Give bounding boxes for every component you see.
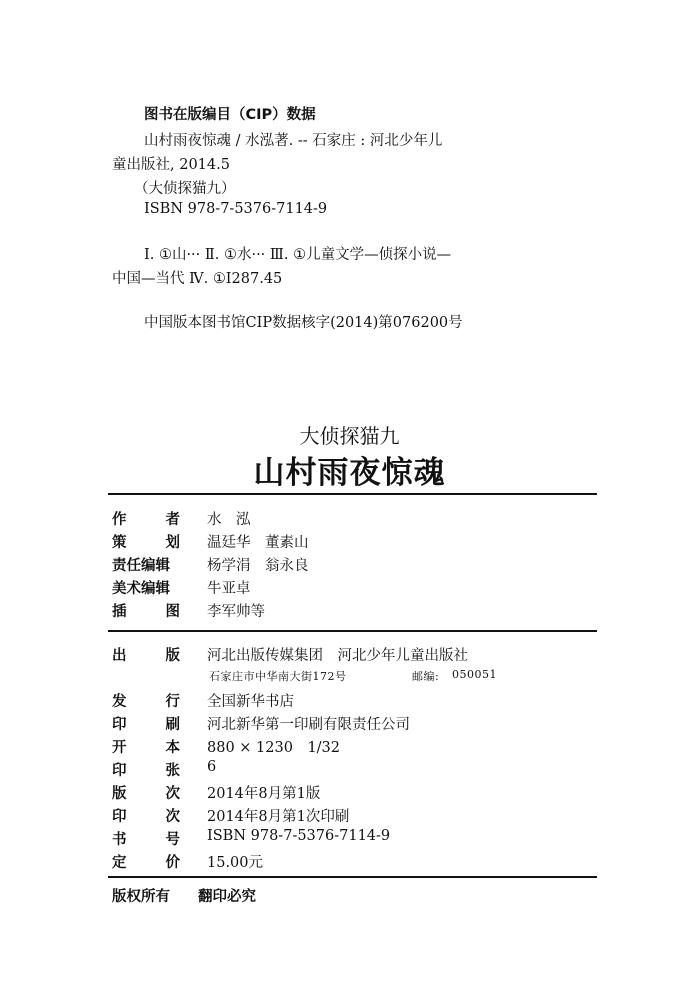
credit-label: 责任编辑: [112, 558, 170, 574]
cip-classification-1: Ⅰ. ①山··· Ⅱ. ①水··· Ⅲ. ①儿童文学—侦探小说—: [144, 247, 452, 263]
publishing-label: 定 价: [112, 855, 180, 871]
divider-middle: [108, 630, 597, 632]
publishing-value: 2014年8月第1版: [207, 786, 321, 802]
cip-line-1: 山村雨夜惊魂 / 水泓著. -- 石家庄 : 河北少年儿: [144, 133, 443, 149]
divider-top: [108, 493, 597, 495]
cip-line-2: 童出版社, 2014.5: [112, 157, 230, 173]
credit-label: 美术编辑: [112, 581, 170, 597]
publisher-value: 河北出版传媒集团 河北少年儿童出版社: [207, 648, 468, 664]
postcode-label: 邮编:: [412, 670, 440, 683]
publishing-value: ISBN 978-7-5376-7114-9: [207, 828, 391, 844]
publishing-value: 880 × 1230 1/32: [207, 740, 341, 756]
copyright-left: 版权所有: [112, 889, 170, 905]
credit-value: 李军帅等: [207, 604, 265, 620]
credit-value: 牛亚卓: [207, 581, 251, 597]
publishing-value: 河北新华第一印刷有限责任公司: [207, 717, 410, 733]
series-title: 大侦探猫九: [299, 424, 400, 448]
publishing-label: 发 行: [112, 694, 180, 710]
publishing-label: 书 号: [112, 832, 180, 848]
cip-heading: 图书在版编目（CIP）数据: [144, 107, 316, 123]
cip-line-3: （大侦探猫九）: [134, 181, 236, 197]
publishing-value: 全国新华书店: [207, 694, 294, 710]
publishing-value: 2014年8月第1次印刷: [207, 809, 350, 825]
publishing-label: 开 本: [112, 740, 180, 756]
publishing-label: 印 次: [112, 809, 180, 825]
credit-value: 水 泓: [207, 512, 251, 528]
copyright-right: 翻印必究: [198, 889, 256, 905]
publishing-value: 15.00元: [207, 855, 264, 871]
credit-value: 杨学涓 翁永良: [207, 558, 309, 574]
credit-label: 策 划: [112, 535, 180, 551]
credit-label: 插 图: [112, 604, 180, 620]
cip-classification-2: 中国—当代 Ⅳ. ①I287.45: [112, 271, 283, 287]
divider-bottom: [108, 876, 597, 878]
publishing-label: 印 刷: [112, 717, 180, 733]
cip-number: 中国版本图书馆CIP数据核字(2014)第076200号: [144, 315, 463, 331]
book-title: 山村雨夜惊魂: [253, 455, 446, 491]
postcode: 050051: [452, 668, 497, 681]
credit-value: 温廷华 董素山: [207, 535, 309, 551]
publishing-label: 印 张: [112, 763, 180, 779]
publishing-value: 6: [207, 759, 217, 775]
publishing-label: 版 次: [112, 786, 180, 802]
address: 石家庄市中华南大街172号: [209, 670, 347, 683]
cip-isbn: ISBN 978-7-5376-7114-9: [144, 201, 328, 217]
credit-label: 作 者: [112, 512, 180, 528]
publisher-label: 出 版: [112, 648, 180, 664]
